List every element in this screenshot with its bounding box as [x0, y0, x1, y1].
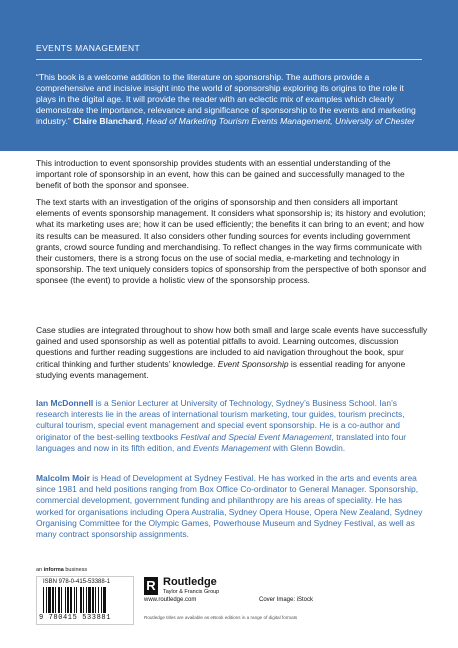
barcode-stripe [103, 587, 106, 613]
barcode-stripe [83, 587, 84, 613]
barcode-stripe [70, 587, 72, 613]
ebook-note: Routledge titles are available as eBook editions in a range of digital formats [144, 615, 298, 620]
publisher-name: Routledge [163, 576, 217, 588]
author-bio-1 [36, 398, 428, 454]
author-bio-2-text: is Head of Development at Sydney Festival. He has worked in the arts and events area since 1981 and held positions ranging from Box Office Co-ordinator to General Manager. Sponsorship, commercial development, government funding and philanthropy are his areas of speciality. He has worked for organisations including Opera Australia, Sydney Opera House, Opera New Zealand, Sydney Organising Committee for the Olympic Games, Powerhouse Museum and Sydney Festival, as well as many contract sponsorship assignments. [36, 473, 423, 540]
author-bio-1-text-b: , translated into four languages and now in its fifth edition, and [36, 431, 407, 453]
informa-suffix: business [65, 567, 88, 573]
header-divider [36, 59, 422, 60]
barcode-stripe [46, 587, 47, 613]
cover-credit: Cover Image: iStock [259, 597, 314, 603]
barcode-stripe [48, 587, 51, 613]
author-book-2: Events Management [193, 442, 271, 453]
author-bio-2 [36, 473, 428, 540]
body-paragraph-3-text: Case studies are integrated throughout to show how both small and large scale events have successfully gained and used sponsorship as well as potential pitfalls to avoid. Learning outcomes, discussion questions and further reading suggestions are included to aid navigation throughout the book, spur critical thinking and further students’ knowledge. [36, 325, 428, 369]
barcode-stripe [74, 587, 75, 613]
publisher-subtitle: Taylor & Francis Group [163, 589, 220, 595]
author-bio-1-text-c: with Glenn Bowdin. [272, 442, 346, 453]
routledge-logo-icon: R [144, 577, 158, 595]
barcode-stripe [61, 587, 62, 613]
series-title: EVENTS MANAGEMENT [36, 43, 141, 53]
barcode-stripe [98, 587, 99, 613]
barcode-stripe [58, 587, 60, 613]
barcode-bars [43, 587, 127, 613]
body-paragraph-3 [36, 325, 428, 381]
barcode-stripe [65, 587, 66, 613]
barcode-digits: 9 780415 533881 [39, 614, 112, 622]
barcode-stripe [92, 587, 94, 613]
back-cover-footer [36, 567, 428, 627]
quote-affiliation: Head of Marketing Tourism Events Management, University of Chester [146, 116, 415, 127]
barcode-stripe [67, 587, 69, 613]
barcode-stripe [52, 587, 54, 613]
informa-business-label [36, 567, 87, 573]
informa-prefix: an [36, 567, 43, 573]
barcode-stripe [86, 587, 87, 613]
barcode [36, 576, 134, 625]
author-book-1: Festival and Special Event Management [180, 431, 332, 442]
barcode-stripe [80, 587, 82, 613]
quote-author: Claire Blanchard [73, 116, 142, 127]
book-title: Event Sponsorship [217, 358, 289, 369]
barcode-stripe [101, 587, 102, 613]
author-bio-1-text-a: is a Senior Lecturer at University of Technology, Sydney’s Business School. Ian’s research interests lie in the areas of international tourism marketing, tour guides, tourism precincts, cultural tourism, special event management and special event sponsorship. He is a co-author and originator of the best-selling textbooks [36, 398, 405, 442]
body-paragraph-1: This introduction to event sponsorship provides students with an essential understanding of the important role of sponsorship in an event, how this can be gained and successfully managed to the benefit of both the sponsor and sponsee. [36, 158, 405, 191]
header-panel [0, 0, 458, 151]
body-paragraph-3-end: is essential reading for anyone studying events management. [36, 358, 406, 380]
barcode-stripe [55, 587, 56, 613]
quote-text: “This book is a welcome addition to the literature on sponsorship. The authors provide a comprehensive and incisive insight into the world of sponsorship exploring its origins to the role it plays in the digital age. It will provide the reader with an eclectic mix of examples which clearly demonstrate the importance, relevance and significance of sponsorship to the events and marketing industry.” [36, 72, 416, 127]
barcode-stripe [76, 587, 77, 613]
barcode-stripe [95, 587, 96, 613]
author-name-2: Malcolm Moir [36, 473, 90, 483]
informa-brand: informa [43, 567, 64, 573]
author-name-1: Ian McDonnell [36, 398, 94, 408]
body-paragraph-2: The text starts with an investigation of the origins of sponsorship and then considers all important elements of events sponsorship management. It considers what sponsorship is; its history and evolution; what its marketing uses are; how it can be used efficiently; the benefits it can bring to an event; and how its results can be measured. It also considers other funding sources for events including government grants, crowd source funding and merchandising. To reflect changes in the way firms communicate with their customers, there is a strong focus on the use of social media, e-marketing and technology in sponsorship. The text uniquely considers topics of sponsorship from the perspective of both sponsor and sponsee (the event) to provide a holistic view of the sponsorship process. [36, 197, 427, 286]
publisher-website: www.routledge.com [144, 597, 197, 603]
endorsement-quote: “This book is a welcome addition to the literature on sponsorship. The authors provide a comprehensive and incisive insight into the world of sponsorship exploring its origins to the role it plays in the digital age. It will provide the reader with an eclectic mix of examples which clearly demonstrate the importance, relevance and significance of sponsorship to the events and marketing industry.” Claire Blanchard, Head of Marketing Tourism Events Management, University of Chester [36, 72, 416, 127]
isbn-text: ISBN 978-0-415-53388-1 [43, 579, 111, 585]
barcode-stripe [43, 587, 44, 613]
barcode-stripe [88, 587, 91, 613]
